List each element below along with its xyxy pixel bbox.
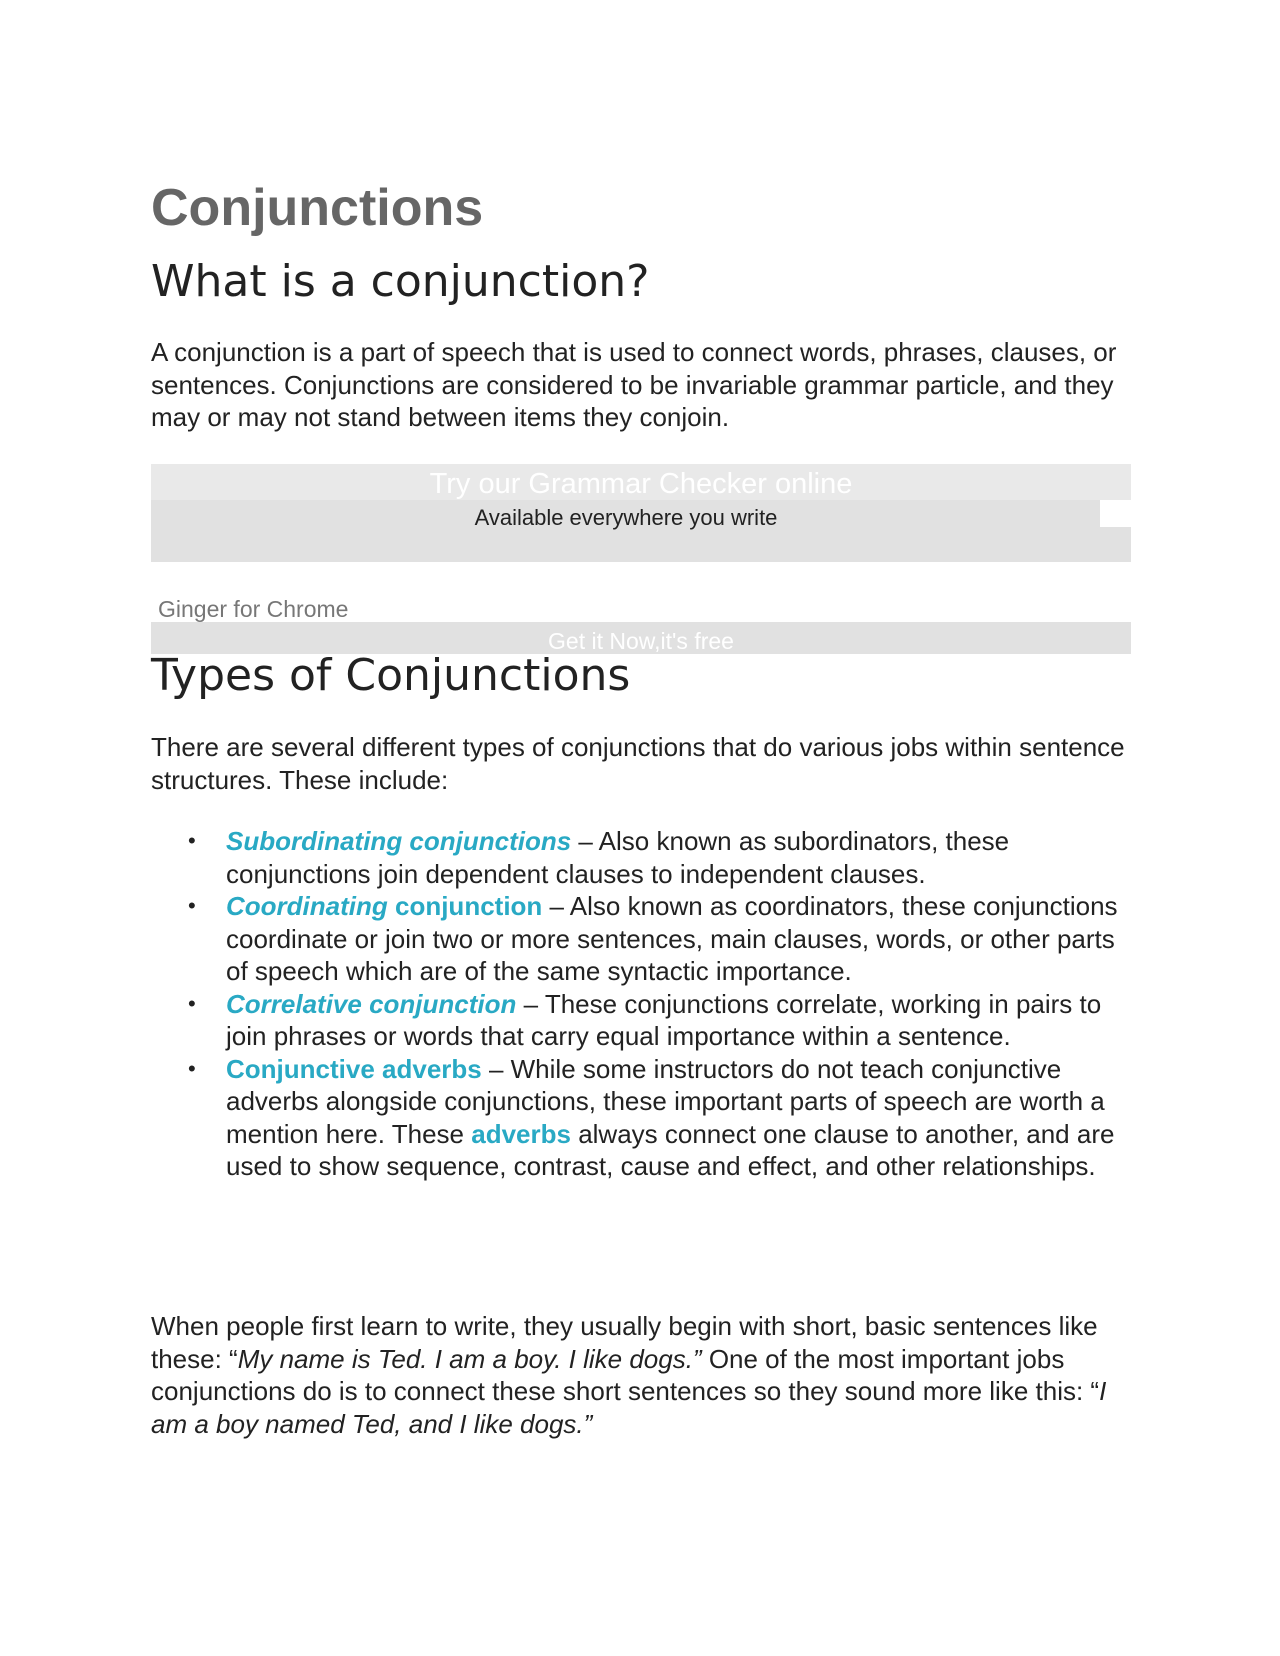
bullet-icon: • [188, 893, 196, 918]
closing-text-start: When people first learn to write, they usually begin with short, basic sentences like these: “ [151, 1311, 1098, 1374]
banner-subtitle: Available everywhere you write [474, 505, 778, 530]
list-item-text: – While some instructors do not teach conjunctive adverbs alongside conjunctions, these important parts of speech are worth a mention here. These [226, 1053, 1105, 1149]
section-heading-what-is: What is a conjunction? [151, 256, 650, 307]
list-item-correlative [151, 988, 1131, 1053]
closing-text-middle: One of the most important jobs conjunctions do is to connect these short sentences so they sound more like this: “ [151, 1343, 1100, 1406]
section-heading-types: Types of Conjunctions [151, 650, 631, 701]
adverbs-link[interactable]: adverbs [471, 1118, 571, 1149]
conjunction-types-list [151, 825, 1131, 1183]
list-item-text-end: always connect one clause to another, and are used to show sequence, contrast, cause and effect, and other relationships. [226, 1118, 1115, 1181]
list-item-coordinating [151, 890, 1131, 988]
banner-notch [1100, 500, 1131, 527]
conjunction-link[interactable]: conjunction [387, 891, 543, 921]
closing-quote-joined: I am a boy named Ted, and I like dogs.” [151, 1376, 1107, 1439]
bullet-icon: • [188, 1055, 196, 1081]
subordinating-conjunctions-link[interactable]: Subordinating conjunctions [226, 826, 572, 856]
closing-paragraph [151, 1310, 1131, 1440]
closing-quote-short: My name is Ted. I am a boy. I like dogs.” [237, 1343, 702, 1374]
banner-title[interactable]: Try our Grammar Checker online [429, 468, 853, 500]
get-it-now-button[interactable]: Get it Now,it's free [151, 622, 1131, 654]
list-item-text: – These conjunctions correlate, working in pairs to join phrases or words that carry equal importance within a sentence. [226, 988, 1102, 1051]
list-item-text: – Also known as coordinators, these conjunctions coordinate or join two or more sentences, main clauses, words, or other parts of speech which are of the same syntactic importance. [226, 891, 1118, 986]
bullet-icon: • [188, 990, 196, 1016]
page-title: Conjunctions [151, 179, 484, 237]
ginger-chrome-label[interactable]: Ginger for Chrome [158, 596, 349, 622]
list-item-text: – Also known as subordinators, these conjunctions join dependent clauses to independent clauses. [226, 826, 1010, 889]
types-intro-paragraph: There are several different types of conjunctions that do various jobs within sentence structures. These include: [151, 732, 1125, 795]
correlative-conjunction-link[interactable]: Correlative conjunction [226, 988, 517, 1019]
list-item-conjunctive-adverbs [151, 1053, 1131, 1183]
grammar-checker-banner[interactable] [151, 464, 1131, 562]
bullet-icon: • [188, 828, 196, 853]
conjunctive-adverbs-link[interactable]: Conjunctive adverbs [226, 1053, 482, 1084]
coordinating-link[interactable]: Coordinating [226, 891, 388, 921]
list-item-subordinating [151, 825, 1131, 890]
definition-paragraph: A conjunction is a part of speech that is used to connect words, phrases, clauses, or sentences. Conjunctions are considered to be invariable grammar particle, and they may or may not stand between items they conjoin. [151, 337, 1117, 432]
